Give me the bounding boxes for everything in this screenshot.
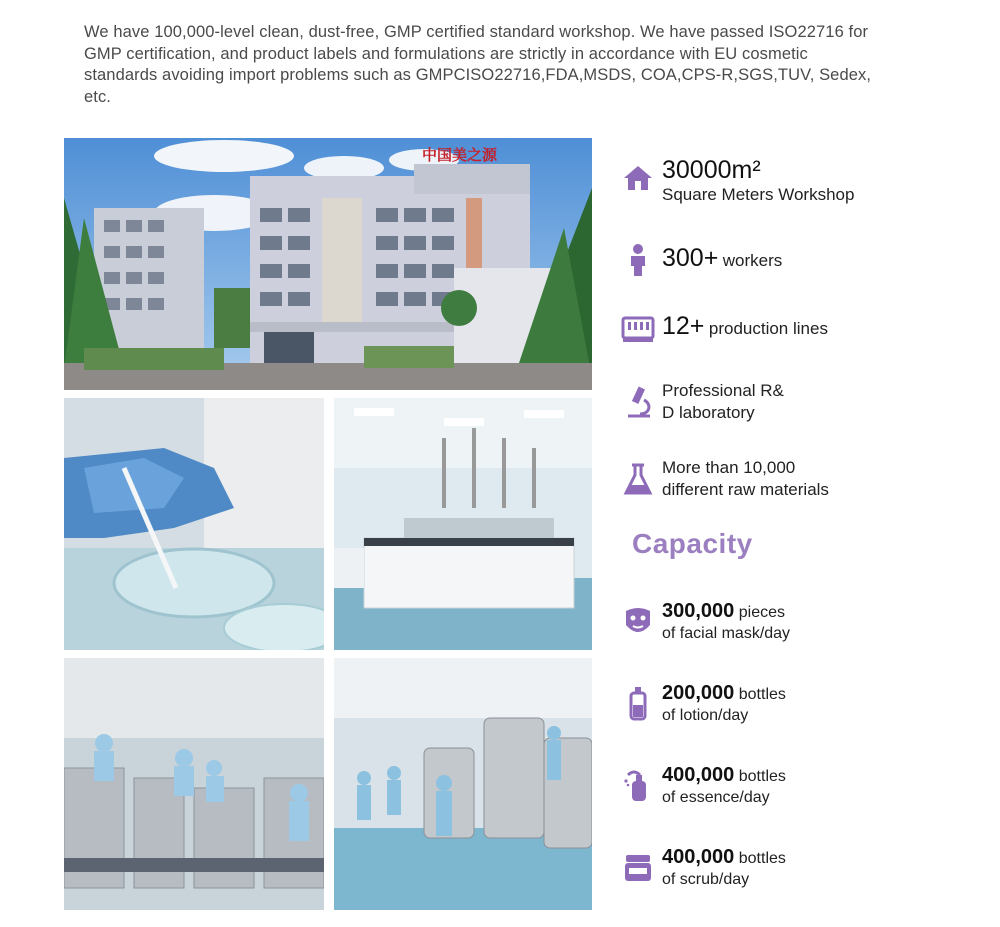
- flask-icon: [620, 461, 656, 497]
- capacity-title: Capacity: [632, 528, 753, 559]
- capacity-lotion: [620, 682, 786, 727]
- capacity-essence-word: bottles: [738, 768, 786, 785]
- lotion-bottle-icon: [620, 685, 656, 721]
- capacity-scrub: [620, 846, 786, 891]
- laboratory-photo: [334, 398, 592, 650]
- stat-production-lines: [620, 310, 828, 346]
- stat-raw-materials: [620, 457, 829, 501]
- capacity-scrub-desc: of scrub/day: [662, 871, 750, 888]
- house-icon: [620, 160, 656, 196]
- capacity-essence-desc: of essence/day: [662, 789, 770, 806]
- face-mask-icon: [620, 603, 656, 639]
- microscope-icon: [620, 384, 656, 420]
- capacity-scrub-word: bottles: [738, 850, 786, 867]
- capacity-mask-num: 300,000: [662, 600, 735, 622]
- stat-materials-line2: different raw materials: [662, 480, 829, 499]
- capacity-mask-word: pieces: [738, 604, 785, 621]
- capacity-scrub-num: 400,000: [662, 846, 735, 868]
- stat-workshop-value: 30000m²: [662, 156, 761, 184]
- building-sign: 中国美之源: [422, 146, 498, 164]
- capacity-lotion-num: 200,000: [662, 682, 735, 704]
- stat-materials-line1: More than 10,000: [662, 458, 796, 477]
- capacity-essence-num: 400,000: [662, 764, 735, 786]
- stat-workers-value: 300+: [662, 244, 719, 272]
- stat-workshop-area: [620, 156, 854, 206]
- stat-laboratory: [620, 380, 784, 424]
- production-line-icon: [620, 310, 656, 346]
- mixing-tanks-photo: [64, 658, 324, 910]
- factory-building-photo: [64, 138, 592, 390]
- stat-workers-unit: workers: [722, 251, 783, 270]
- capacity-facial-mask: [620, 600, 790, 645]
- stat-lines-value: 12+: [662, 312, 705, 340]
- stat-workers: [620, 242, 782, 278]
- worker-icon: [620, 242, 656, 278]
- stat-lines-unit: production lines: [708, 319, 828, 338]
- capacity-lotion-word: bottles: [738, 686, 786, 703]
- pipette-dish-photo: [64, 398, 324, 650]
- capacity-essence: [620, 764, 786, 809]
- production-workshop-photo: [334, 658, 592, 910]
- capacity-lotion-desc: of lotion/day: [662, 707, 749, 724]
- stat-workshop-label: Square Meters Workshop: [662, 185, 855, 204]
- stat-lab-line2: D laboratory: [662, 403, 755, 422]
- capacity-mask-desc: of facial mask/day: [662, 625, 791, 642]
- intro-paragraph: We have 100,000-level clean, dust-free, GMP certified standard workshop. We have passed ISO22716 for GMP certification, and product labels and formulations are strictly in accordance with EU cosmetic standards avoiding import problems such as GMPCISO22716,FDA,MSDS, COA,CPS-R,SGS,TUV, Sedex, etc.: [84, 23, 872, 106]
- scrub-jar-icon: [620, 849, 656, 885]
- essence-bottle-icon: [620, 767, 656, 803]
- stat-lab-line1: Professional R&: [662, 381, 784, 400]
